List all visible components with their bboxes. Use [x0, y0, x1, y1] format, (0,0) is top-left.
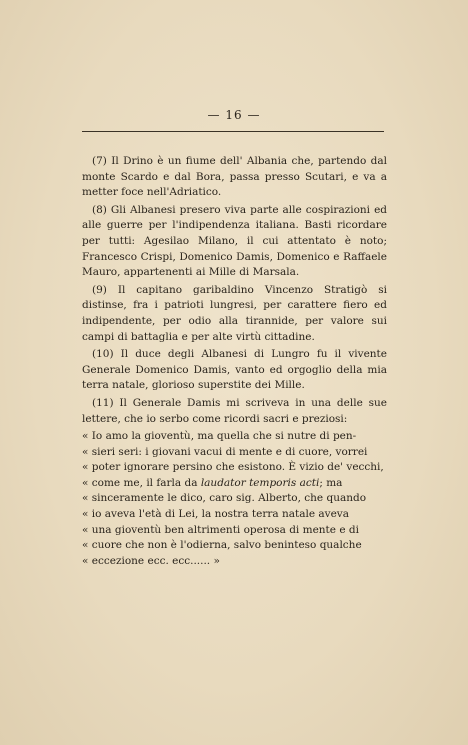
latin-phrase: laudator temporis acti — [200, 476, 320, 489]
quote-text: « come me, il farla da — [82, 476, 201, 489]
note-7: (7) Il Drino è un fiume dell' Albania che, partendo dal monte Scardo e dal Bora, passa presso Scutari, e va a metter foce nell'Adriatico. — [82, 155, 387, 199]
note-9: (9) Il capitano garibaldino Vincenzo Stratigò si distinse, fra i patrioti lungresi, per carattere fiero ed indipendente, per odio alla tirannide, per valore sui campi di battaglia e per alte virtù cittadine. — [82, 283, 387, 343]
quote-line: « sieri seri: i giovani vacui di mente e di cuore, vorrei — [82, 445, 368, 458]
quote-text: ; ma — [319, 476, 343, 489]
footnotes-body — [82, 154, 387, 569]
quote-line: « Io amo la gioventù, ma quella che si nutre di pen- — [82, 430, 357, 443]
page-number: — 16 — — [207, 108, 261, 122]
note-11-quote — [82, 429, 387, 569]
quote-line: « una gioventù ben altrimenti operosa di mente e di — [82, 523, 359, 536]
note-11-intro: (11) Il Generale Damis mi scriveva in una delle sue lettere, che io serbo come ricordi sacri e preziosi: — [82, 396, 387, 425]
header-rule — [82, 131, 384, 132]
quote-line: « cuore che non è l'odierna, salvo beninteso qualche — [82, 539, 362, 552]
quote-line: « eccezione ecc. ecc...... » — [82, 554, 220, 567]
quote-line: « sinceramente le dico, caro sig. Alberto, che quando — [82, 492, 367, 505]
note-8: (8) Gli Albanesi presero viva parte alle cospirazioni ed alle guerre per l'indipendenza italiana. Basti ricordare per tutti: Agesilao Milano, il cui attentato è noto; Francesco Crispi, Domenico Damis, Domenico e Raffaele Mauro, appartenenti ai Mille di Marsala. — [82, 203, 387, 279]
quote-line: « io aveva l'età di Lei, la nostra terra natale aveva — [82, 508, 349, 521]
quote-line — [82, 476, 387, 492]
note-10: (10) Il duce degli Albanesi di Lungro fu il vivente Generale Domenico Damis, vanto ed orgoglio della mia terra natale, glorioso superstite dei Mille. — [82, 348, 387, 392]
quote-line: « poter ignorare persino che esistono. È vizio de' vecchi, — [82, 461, 384, 474]
